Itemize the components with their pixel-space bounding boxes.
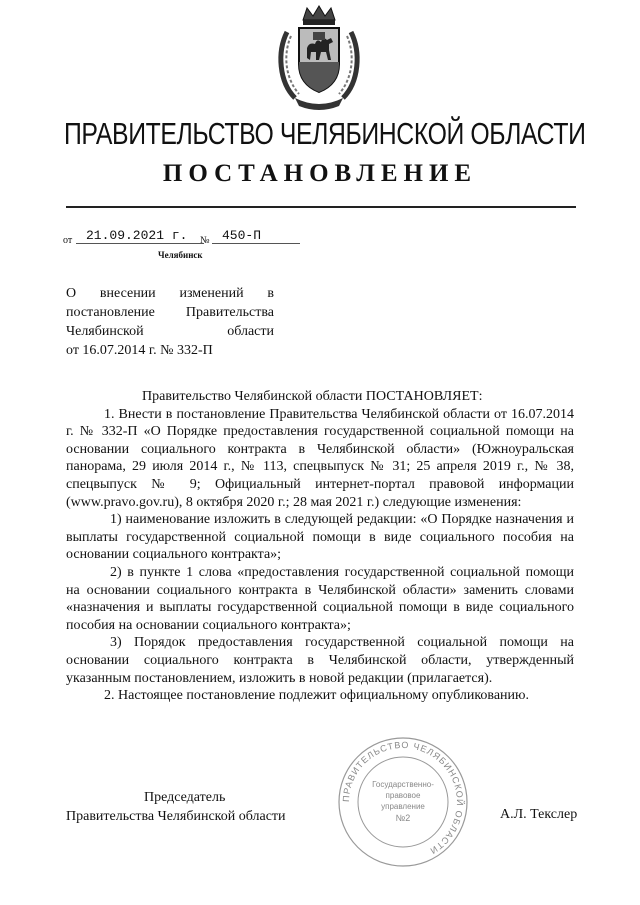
government-title: ПРАВИТЕЛЬСТВО ЧЕЛЯБИНСКОЙ ОБЛАСТИ [64,116,586,151]
coat-of-arms-icon [273,2,365,110]
document-type: ПОСТАНОВЛЕНИЕ [162,160,478,187]
body-item-1: 1. Внести в постановление Правительства Челябинской области от 16.07.2014 г. № 332-П «О Порядке предоставления государственной социальной помощи на основании социального контракта в Челябинской области» (Южноуральская панорама, 29 июля 2014 г., № 113, спецвыпуск № 31; 25 апреля 2019 г., № 38, спецвыпуск № 9; Официальный интернет-портал правовой информации (www.pravo.gov.ru), 8 октября 2020 г.; 28 мая 2021 г.) следующие изменения: [66,406,574,510]
subject-line: О внесении изменений в [66,286,274,301]
seal-inner-line: правовое [385,791,421,800]
date-prefix-label: от [63,235,73,246]
seal-inner-line: Государственно- [372,780,434,789]
subject-line: Челябинской области [66,324,274,339]
seal-inner-line: управление [381,802,425,811]
body-intro: Правительство Челябинской области ПОСТАНОВЛЯЕТ: [142,389,483,404]
header-divider [66,206,576,208]
signatory-position [66,788,316,826]
seal-inner-line: №2 [395,813,411,823]
body-subitem-3: 3) Порядок предоставления государственной социальной помощи на основании социального контракта в Челябинской области, утвержденный указанным постановлением, изложить в новой редакции (прилагается). [66,635,574,686]
document-date: 21.09.2021 г. [76,228,204,244]
official-stamp-icon [336,735,470,869]
body-subitem-2: 2) в пункте 1 слова «предоставления государственной социальной помощи на основании социального контракта в Челябинской области» заменить словами «назначения и выплаты государственной социальной помощи в виде социального пособия на основании социального контракта»; [66,564,574,633]
position-line: Председатель [144,790,226,805]
position-line: Правительства Челябинской области [66,809,286,824]
subject-line: постановление Правительства [66,305,274,320]
document-number: 450-П [212,228,300,244]
body-subitem-1: 1) наименование изложить в следующей редакции: «О Порядке назначения и выплаты государственной социальной помощи в виде социального пособия на основании социального контракта»; [66,512,574,563]
document-subject [66,284,274,360]
seal-outer-text: ПРАВИТЕЛЬСТВО ЧЕЛЯБИНСКОЙ ОБЛАСТИ [340,739,466,857]
number-prefix-label: № [200,235,210,246]
document-body [66,388,574,705]
document-city: Челябинск [158,250,203,260]
signatory-name: А.Л. Текслер [500,807,578,822]
subject-line: от 16.07.2014 г. № 332-П [66,343,213,358]
body-item-2: 2. Настоящее постановление подлежит официальному опубликованию. [104,688,529,704]
